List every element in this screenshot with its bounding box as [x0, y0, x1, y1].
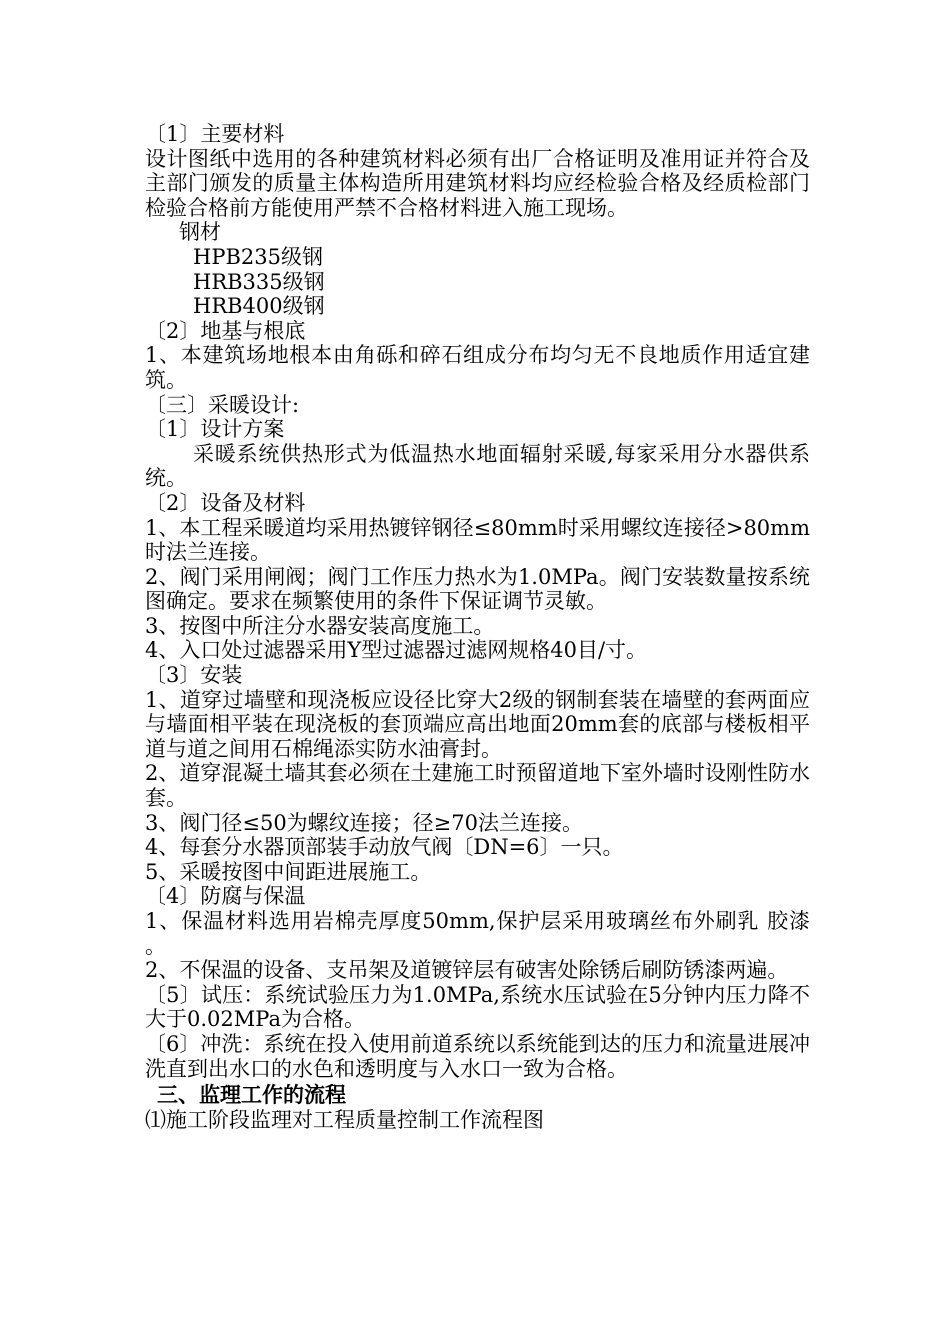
document-body: [145, 122, 810, 1132]
steel-label: 钢材: [179, 220, 221, 245]
item-installation-5: 5、采暖按图中间距进展施工。: [145, 859, 432, 884]
section-heading-equipment-materials: 〔2〕设备及材料: [145, 490, 306, 515]
item-installation-4: 4、每套分水器顶部装手动放气阀〔DN=6〕一只。: [145, 835, 624, 860]
item-installation-3: 3、阀门径≤50为螺纹连接；径≥70法兰连接。: [145, 810, 583, 835]
paragraph-foundation: 1、本建筑场地根本由角砾和碎石组成分布均匀无不良地质作用适宜建筑。: [145, 343, 810, 392]
section-heading-supervision-workflow: 三、监理工作的流程: [157, 1083, 346, 1108]
paragraph-design-scheme: 采暖系统供热形式为低温热水地面辐射采暖,每家采用分水器供系统。: [145, 441, 810, 491]
section-heading-anticorrosion-insulation: 〔4〕防腐与保温: [145, 884, 306, 909]
item-installation-1: 1、道穿过墙壁和现浇板应设径比穿大2级的钢制套装在墙壁的套两面应与墙面相平装在现浇板的套顶端应高出地面20mm套的底部与楼板相平道与道之间用石棉绳添实防水油膏封。: [145, 687, 810, 761]
steel-grade-hpb235: HPB235级钢: [193, 244, 323, 269]
paragraph-material-requirements: 设计图纸中选用的各种建筑材料必须有出厂合格证明及准用证并符合及主部门颁发的质量主体构造所用建筑材料均应经检验合格及经质检部门检验合格前方能使用严禁不合格材料进入施工现场。: [145, 146, 810, 220]
section-heading-main-materials: 〔1〕主要材料: [145, 122, 285, 146]
section-heading-design-scheme: 〔1〕设计方案: [145, 417, 285, 442]
steel-grade-hrb335: HRB335级钢: [193, 269, 325, 294]
paragraph-flowchart-caption: ⑴施工阶段监理对工程质量控制工作流程图: [145, 1107, 544, 1132]
item-equipment-2: 2、阀门采用闸阀；阀门工作压力热水为1.0MPa。阀门安装数量按系统图确定。要求在频繁使用的条件下保证调节灵敏。: [145, 564, 810, 614]
paragraph-flushing: 〔6〕冲洗：系统在投入使用前道系统以系统能到达的压力和流量进展冲洗直到出水口的水色和透明度与入水口一致为合格。: [145, 1031, 810, 1081]
paragraph-pressure-test: 〔5〕试压：系统试验压力为1.0MPa,系统水压试验在5分钟内压力降不大于0.02MPa为合格。: [145, 982, 810, 1032]
item-equipment-1: 1、本工程采暖道均采用热镀锌钢径≤80mm时采用螺纹连接径>80mm时法兰连接。: [145, 515, 810, 565]
item-insulation-2: 2、不保温的设备、支吊架及道镀锌层有破害处除锈后刷防锈漆两遍。: [145, 958, 789, 983]
section-heading-installation: 〔3〕安装: [145, 663, 243, 688]
section-heading-foundation: 〔2〕地基与根底: [145, 318, 306, 343]
steel-grade-hrb400: HRB400级钢: [193, 294, 325, 319]
item-equipment-4: 4、入口处过滤器采用Y型过滤器过滤网规格40目/寸。: [145, 638, 648, 663]
item-insulation-1: 1、保温材料选用岩棉壳厚度50mm,保护层采用玻璃丝布外刷乳 胶漆 。: [145, 909, 810, 958]
item-installation-2: 2、道穿混凝土墙其套必须在土建施工时预留道地下室外墙时设刚性防水套。: [145, 761, 810, 811]
section-heading-heating-design: 〔三〕采暖设计:: [145, 392, 300, 417]
item-equipment-3: 3、按图中所注分水器安装高度施工。: [145, 613, 495, 638]
